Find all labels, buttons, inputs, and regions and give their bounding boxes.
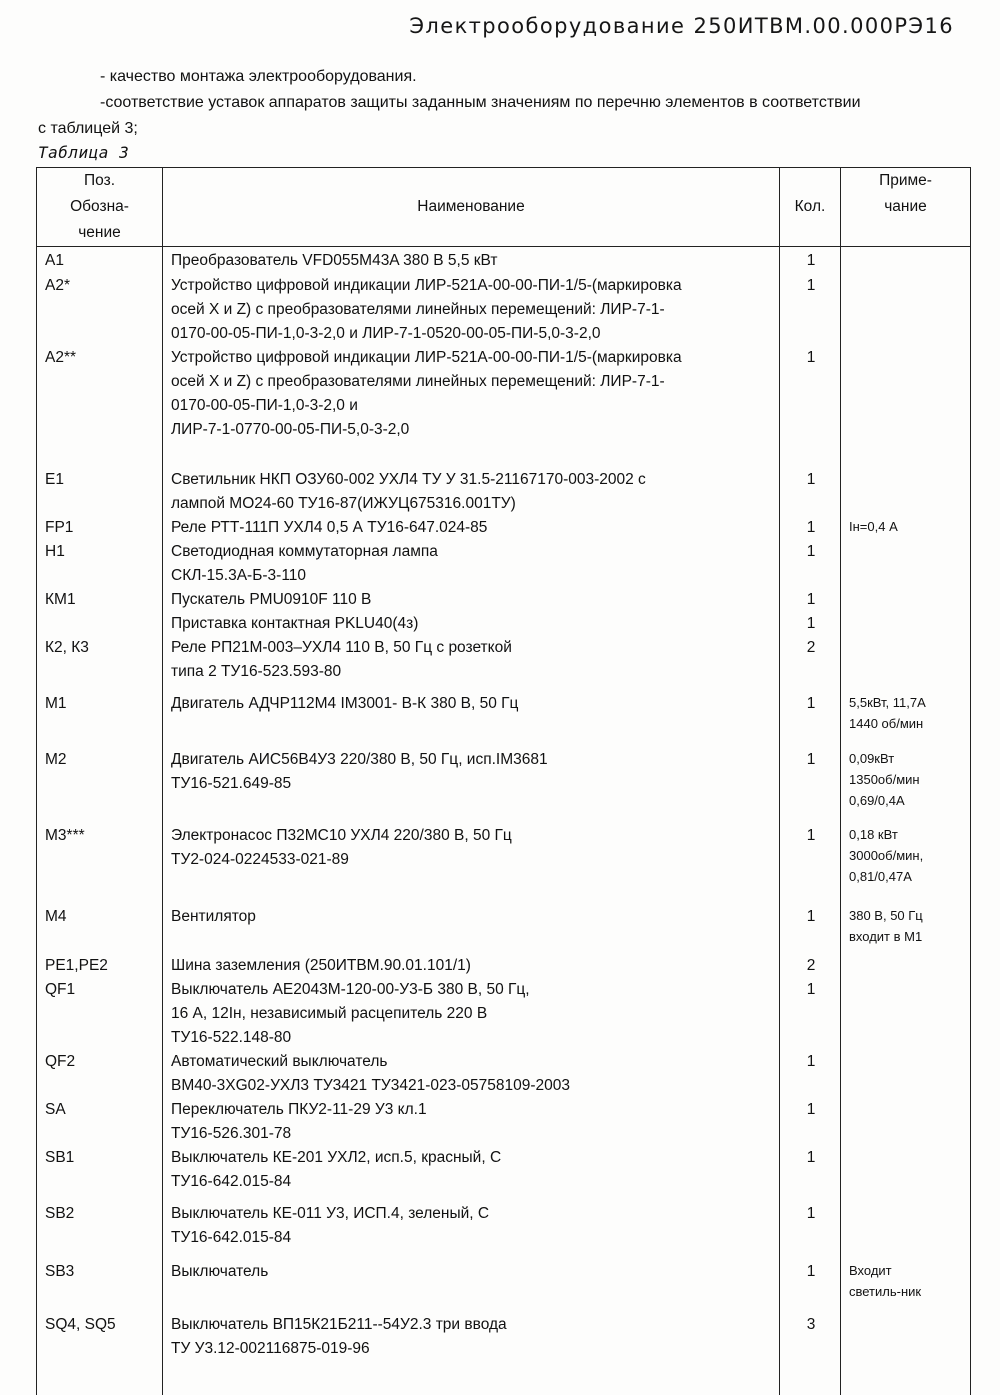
cell-name	[163, 516, 780, 540]
cell-position: E1	[37, 468, 163, 516]
name-line: ТУ16-642.015-84	[171, 1226, 773, 1250]
header-pos-line: Обозна-	[41, 194, 158, 220]
cell-note	[841, 738, 971, 816]
table-row	[37, 1050, 971, 1098]
table-row	[37, 274, 971, 346]
name-line: ТУ16-642.015-84	[171, 1170, 773, 1194]
note-line: 1440 об/мин	[849, 713, 964, 734]
name-line: Выключатель КЕ-011 У3, ИСП.4, зеленый, С	[171, 1202, 773, 1226]
name-line: Выключатель АЕ2043М-120-00-У3-Б 380 В, 50 Гц,	[171, 978, 773, 1002]
name-line: ТУ16-526.301-78	[171, 1122, 773, 1146]
trailing-cell	[780, 1365, 841, 1395]
cell-name	[163, 588, 780, 636]
table-row	[37, 346, 971, 442]
spacer-cell	[780, 442, 841, 468]
note-line: входит в М1	[849, 926, 964, 947]
cell-note	[841, 954, 971, 978]
name-line: Светодиодная коммутаторная лампа	[171, 540, 773, 564]
cell-note	[841, 1146, 971, 1194]
intro-text	[38, 64, 968, 142]
cell-note	[841, 346, 971, 442]
elements-table	[36, 167, 971, 1395]
cell-position: SB3	[37, 1254, 163, 1305]
cell-position: M4	[37, 891, 163, 954]
cell-note	[841, 636, 971, 684]
trailing-cell	[163, 1365, 780, 1395]
table-row	[37, 1194, 971, 1254]
cell-name	[163, 1254, 780, 1305]
table-row	[37, 816, 971, 891]
cell-position: QF2	[37, 1050, 163, 1098]
name-line: Вентилятор	[171, 905, 773, 929]
name-line: Реле РТТ-111П УХЛ4 0,5 А ТУ16-647.024-85	[171, 516, 773, 540]
intro-line-3: с таблицей 3;	[38, 116, 968, 142]
name-line: ТУ16-522.148-80	[171, 1026, 773, 1050]
cell-name	[163, 978, 780, 1050]
header-note	[841, 168, 971, 247]
header-note-line: Приме-	[845, 168, 966, 194]
intro-line-2: -соответствие уставок аппаратов защиты заданным значениям по перечню элементов в соответствии	[38, 90, 968, 116]
cell-name	[163, 684, 780, 738]
cell-quantity: 1	[780, 978, 841, 1050]
cell-note	[841, 1098, 971, 1146]
cell-position: К2, К3	[37, 636, 163, 684]
cell-name	[163, 468, 780, 516]
cell-position: A2*	[37, 274, 163, 346]
name-line: ЛИР-7-1-0770-00-05-ПИ-5,0-3-2,0	[171, 418, 773, 442]
cell-position: A1	[37, 247, 163, 275]
spacer-cell	[841, 442, 971, 468]
table-row	[37, 1098, 971, 1146]
name-line: Двигатель АДЧР112М4 IM3001- В-К 380 В, 50 Гц	[171, 692, 773, 716]
cell-name	[163, 1305, 780, 1365]
cell-note	[841, 468, 971, 516]
name-line: Двигатель АИС56В4У3 220/380 В, 50 Гц, исп.IM3681	[171, 748, 773, 772]
spacer-cell	[37, 442, 163, 468]
header-note-line: чание	[845, 194, 966, 220]
note-line: 0,18 кВт	[849, 824, 964, 845]
table-row	[37, 468, 971, 516]
cell-quantity: 1	[780, 1050, 841, 1098]
cell-note	[841, 540, 971, 588]
trailing-cell	[37, 1365, 163, 1395]
cell-position: FP1	[37, 516, 163, 540]
cell-position: M3***	[37, 816, 163, 891]
cell-note	[841, 274, 971, 346]
cell-name	[163, 738, 780, 816]
spacer-cell	[163, 442, 780, 468]
header-qty: Кол.	[780, 168, 841, 247]
cell-quantity: 1	[780, 738, 841, 816]
cell-name	[163, 1194, 780, 1254]
name-line: Выключатель КЕ-201 УХЛ2, исп.5, красный, С	[171, 1146, 773, 1170]
cell-quantity: 2	[780, 636, 841, 684]
name-line: Приставка контактная PKLU40(4з)	[171, 612, 773, 636]
name-line: Выключатель	[171, 1260, 773, 1284]
cell-quantity: 1	[780, 274, 841, 346]
cell-position: A2**	[37, 346, 163, 442]
name-line: 16 А, 12Iн, независимый расцепитель 220 В	[171, 1002, 773, 1026]
document-title: Электрооборудование 250ИТВМ.00.000РЭ16	[409, 14, 954, 38]
name-line: осей X и Z) с преобразователями линейных перемещений: ЛИР-7-1-	[171, 298, 773, 322]
table-row	[37, 978, 971, 1050]
cell-quantity: 1	[780, 816, 841, 891]
cell-name	[163, 1146, 780, 1194]
cell-quantity: 1	[780, 891, 841, 954]
cell-position: H1	[37, 540, 163, 588]
cell-position: PE1,PE2	[37, 954, 163, 978]
cell-position: SB2	[37, 1194, 163, 1254]
cell-note	[841, 684, 971, 738]
cell-name	[163, 540, 780, 588]
cell-note	[841, 247, 971, 275]
cell-quantity: 3	[780, 1305, 841, 1365]
name-line: Устройство цифровой индикации ЛИР-521А-00-00-ПИ-1/5-(маркировка	[171, 346, 773, 370]
table-row	[37, 684, 971, 738]
name-line: ТУ У3.12-002116875-019-96	[171, 1337, 773, 1361]
cell-position: КМ1	[37, 588, 163, 636]
cell-quantity: 2	[780, 954, 841, 978]
table-row	[37, 1146, 971, 1194]
cell-quantity: 1	[780, 247, 841, 275]
cell-note	[841, 891, 971, 954]
cell-note	[841, 588, 971, 636]
cell-note	[841, 816, 971, 891]
name-line: лампой МО24-60 ТУ16-87(ИЖУЦ675316.001ТУ)	[171, 492, 773, 516]
cell-position: M2	[37, 738, 163, 816]
name-line: ВМ40-3XG02-УХЛ3 ТУ3421 ТУ3421-023-05758109-2003	[171, 1074, 773, 1098]
name-line: ТУ16-521.649-85	[171, 772, 773, 796]
cell-note	[841, 978, 971, 1050]
cell-quantity: 1	[780, 468, 841, 516]
cell-position: SQ4, SQ5	[37, 1305, 163, 1365]
name-line: СКЛ-15.3А-Б-3-110	[171, 564, 773, 588]
header-pos	[37, 168, 163, 247]
table-row	[37, 891, 971, 954]
trailing-row	[37, 1365, 971, 1395]
cell-position: M1	[37, 684, 163, 738]
cell-quantity: 1	[780, 1194, 841, 1254]
name-line: Шина заземления (250ИТВМ.90.01.101/1)	[171, 954, 773, 978]
note-line: 0,69/0,4А	[849, 790, 964, 811]
name-line: Преобразователь VFD055M43A 380 В 5,5 кВт	[171, 249, 773, 273]
note-line: Iн=0,4 А	[849, 516, 964, 537]
cell-name	[163, 274, 780, 346]
cell-quantity: 1 1	[780, 588, 841, 636]
name-line: 0170-00-05-ПИ-1,0-3-2,0 и	[171, 394, 773, 418]
cell-position: QF1	[37, 978, 163, 1050]
cell-note	[841, 1305, 971, 1365]
note-line: 3000об/мин,	[849, 845, 964, 866]
cell-note	[841, 1254, 971, 1305]
intro-line-1: - качество монтажа электрооборудования.	[38, 64, 968, 90]
cell-note	[841, 1050, 971, 1098]
cell-name	[163, 346, 780, 442]
cell-name	[163, 816, 780, 891]
name-line: типа 2 ТУ16-523.593-80	[171, 660, 773, 684]
cell-quantity: 1	[780, 1146, 841, 1194]
name-line: Реле РП21М-003–УХЛ4 110 В, 50 Гц с розеткой	[171, 636, 773, 660]
note-line: светиль-ник	[849, 1281, 964, 1302]
name-line: Устройство цифровой индикации ЛИР-521А-00-00-ПИ-1/5-(маркировка	[171, 274, 773, 298]
note-line: 380 В, 50 Гц	[849, 905, 964, 926]
cell-name	[163, 954, 780, 978]
cell-quantity: 1	[780, 516, 841, 540]
name-line: Переключатель ПКУ2-11-29 У3 кл.1	[171, 1098, 773, 1122]
name-line: Светильник НКП ОЗУ60-002 УХЛ4 ТУ У 31.5-21167170-003-2002 с	[171, 468, 773, 492]
header-name: Наименование	[163, 168, 780, 247]
cell-quantity: 1	[780, 346, 841, 442]
table-caption: Таблица 3	[38, 143, 129, 162]
cell-name	[163, 636, 780, 684]
table-row	[37, 1305, 971, 1365]
table-row	[37, 247, 971, 275]
trailing-cell	[841, 1365, 971, 1395]
name-line: Автоматический выключатель	[171, 1050, 773, 1074]
note-line: 0,09кВт	[849, 748, 964, 769]
spacer-row	[37, 442, 971, 468]
header-pos-line: Поз.	[41, 168, 158, 194]
cell-name	[163, 1098, 780, 1146]
table-row	[37, 588, 971, 636]
cell-position: SB1	[37, 1146, 163, 1194]
cell-name	[163, 891, 780, 954]
cell-note	[841, 516, 971, 540]
cell-quantity: 1	[780, 1098, 841, 1146]
name-line: Выключатель ВП15К21Б211--54У2.3 три ввода	[171, 1313, 773, 1337]
table-row	[37, 636, 971, 684]
table-row	[37, 1254, 971, 1305]
header-pos-line: чение	[41, 220, 158, 246]
cell-quantity: 1	[780, 684, 841, 738]
note-line: 5,5кВт, 11,7А	[849, 692, 964, 713]
table-row	[37, 954, 971, 978]
note-line: 0,81/0,47А	[849, 866, 964, 887]
name-line: Электронасос П32МС10 УХЛ4 220/380 В, 50 Гц	[171, 824, 773, 848]
cell-note	[841, 1194, 971, 1254]
note-line: 1350об/мин	[849, 769, 964, 790]
cell-position: SA	[37, 1098, 163, 1146]
name-line: ТУ2-024-0224533-021-89	[171, 848, 773, 872]
table-header-row	[37, 168, 971, 247]
cell-quantity: 1	[780, 540, 841, 588]
table-body	[37, 247, 971, 1395]
cell-name	[163, 247, 780, 275]
table-row	[37, 540, 971, 588]
name-line: осей X и Z) с преобразователями линейных перемещений: ЛИР-7-1-	[171, 370, 773, 394]
name-line: Пускатель PMU0910F 110 В	[171, 588, 773, 612]
note-line: Входит	[849, 1260, 964, 1281]
table-row	[37, 516, 971, 540]
cell-quantity: 1	[780, 1254, 841, 1305]
table-row	[37, 738, 971, 816]
cell-name	[163, 1050, 780, 1098]
name-line: 0170-00-05-ПИ-1,0-3-2,0 и ЛИР-7-1-0520-00-05-ПИ-5,0-3-2,0	[171, 322, 773, 346]
